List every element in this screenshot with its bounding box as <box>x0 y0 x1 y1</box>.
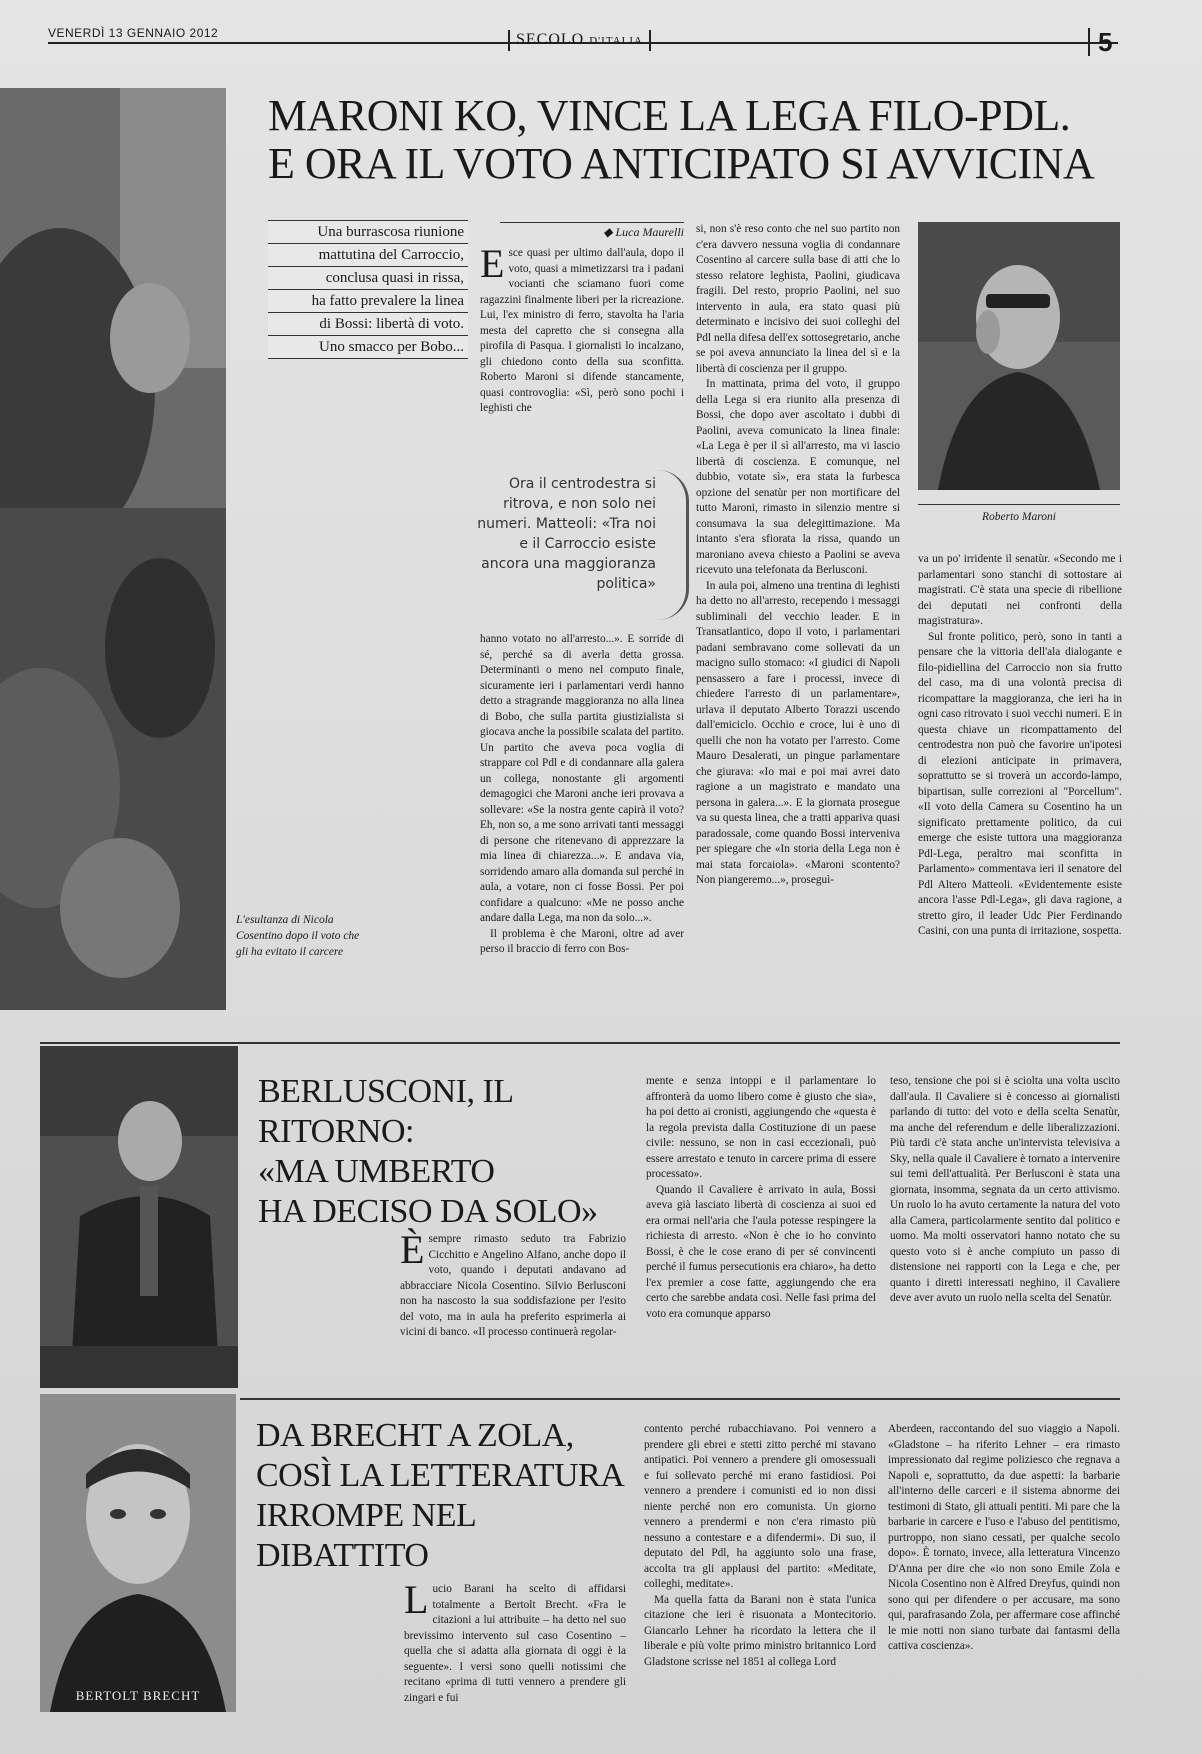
berlusconi-photo-illustration <box>40 1046 238 1388</box>
article1-col1-bottom <box>480 632 684 958</box>
pull-quote-brace <box>658 470 689 620</box>
byline <box>500 222 684 240</box>
drop-cap: L <box>404 1577 429 1622</box>
article2-col3 <box>890 1074 1120 1307</box>
article2-col2 <box>646 1074 876 1322</box>
paper-name: SECOLO <box>516 31 585 48</box>
drop-cap: È <box>400 1227 425 1272</box>
headline-line-2: E ORA IL VOTO ANTICIPATO SI AVVICINA <box>268 139 1095 188</box>
paragraph: mente e senza intoppi e il parlamentare lo affronterà da uomo libero come è giusto che sia», ha poi detto ai cronisti, aggiungendo che «questa è la regola prevista dalla Costituzione di un paese civile: nessuno, se non in casi eccezionali, può essere arrestato e tenuto in carcere prima di essere processato». <box>646 1075 876 1180</box>
article2-headline <box>258 1072 638 1232</box>
issue-date: VENERDÌ 13 GENNAIO 2012 <box>48 26 219 40</box>
headline-line-1: MARONI KO, VINCE LA LEGA FILO-PDL. <box>268 91 1071 140</box>
paragraph: hanno votato no all'arresto...». E sorride di sé, perché sa di averla detta grossa. Determinanti o meno nel computo finale, sicuramente ieri i parlamentari verdi hanno detto a stragrande maggioranza no alla linea di Bobo, che sulla partita giustizialista si giocava anche la possibile scalata del partito. Un partito che aveva poca voglia di strappare col Pdl e di condannare alla galera un collega, nonostante gli argomenti demagogici che Maroni anche ieri provava a sollevare: «Se la nostra gente capirà il voto? Eh, non so, a me sono arrivati tanti messaggi di persone che ritenevano di apprezzare la mia linea di chiarezza...». E andava via, sorridendo amaro alla domanda sul perché in aula, a votare, non ci fosse Bossi. Per poi confidare a qualcuno: «Me ne posso anche andare dalla Lega, ma non da solo...». <box>480 633 684 924</box>
paragraph <box>400 1227 626 1341</box>
paragraph <box>404 1577 626 1706</box>
paragraph: Quando il Cavaliere è arrivato in aula, Bossi aveva già lasciato libertà di coscienza ai suoi ed era ormai nell'aria che l'aula potesse respingere la richiesta di arresto. «Non è che io ho convinto Bossi, è che le cose erano di per sé convincenti perché il fumus persecutionis era chiaro», ha detto l'ex premier a cose fatte, aggiungendo che era certo che sarebbe andata così. Nelle fasi prima del voto era comunque apparso <box>646 1183 876 1320</box>
diamond-icon: ◆ <box>603 225 613 239</box>
headline-line-3: HA DECISO DA SOLO» <box>258 1193 598 1230</box>
paragraph: va un po' irridente il senatùr. «Secondo me i parlamentari sono stanchi di sottostare ai magistrati. C'è stata una specie di ribellione dei deputati nei confronti della magistratura». <box>918 553 1122 627</box>
paragraph: Ma quella fatta da Barani non è stata l'unica citazione che ieri è risuonata a Montecitorio. Giancarlo Lehner ha ricordato la lettera che il liberale e più volte primo ministro britannico Lord Gladstone scrisse nel 1851 al collega Lord <box>644 1593 876 1668</box>
summary-box <box>268 220 468 359</box>
article1-col3 <box>918 552 1122 940</box>
section-divider <box>40 1042 1120 1044</box>
article3-headline <box>256 1416 636 1576</box>
summary-line: Una burrascosa riunione <box>268 220 468 244</box>
paragraph: contento perché rubacchiavano. Poi vennero a prendere gli ebrei e stetti zitto perché mi stavano antipatici. Poi vennero a prendere gli omosessuali e fui sollevato perché mi erano fastidiosi. Poi vennero a prendere i comunisti ed io non dissi niente perché non ero comunista. Un giorno vennero a prendermi e non c'era rimasto più nessuno a contestare e a difendermi». Di suo, il deputato del Pdl, ha aggiunto solo una frase, accolta tra gli applausi del partito: «Meditate, colleghi, meditate». <box>644 1423 876 1590</box>
paragraph: si, non s'è reso conto che nel suo partito non c'era davvero nessuna voglia di condannare Cosentino al carcere sulla base di atti che lo stesso relatore leghista, Paolini, giudicava fragili. Del resto, proprio Paolini, nel suo intervento in aula, era stato quasi più determinato e incisivo dei suoi colleghi del Pdl nella difesa dell'ex sottosegretario, anche se poi aveva annunciato la linea del sì e la libertà di coscienza per il gruppo. <box>696 223 900 375</box>
photo-caption: L'esultanza di Nicola Cosentino dopo il voto che gli ha evitato il carcere <box>236 914 360 958</box>
crowd-photo-illustration <box>0 88 226 1010</box>
paragraph <box>480 241 684 417</box>
drop-cap: E <box>480 241 505 286</box>
summary-line: ha fatto prevalere la linea <box>268 290 468 313</box>
page-number: 5 <box>1088 28 1112 56</box>
headline-line-2: COSÌ LA LETTERATURA <box>256 1457 625 1494</box>
masthead <box>508 30 651 51</box>
brecht-photo <box>40 1394 236 1712</box>
cosentino-photo <box>0 88 226 1010</box>
article1-col1-top <box>480 241 684 417</box>
berlusconi-photo <box>40 1046 238 1388</box>
paragraph: In aula poi, almeno una trentina di leghisti ha detto no all'arresto, recependo i messaggi subliminali del vecchio leader. E in Transatlantico, dopo il voto, i parlamentari padani sembravano come sollevati da un macigno sullo stomaco: «I giudici di Napoli pensassero a fare i processi, invece di chiedere l'arresto di un parlamentare», urlava il deputato Alberto Torazzi uscendo dall'emiciclo. Occhio e croce, lui è uno di quelli che non ha votato per l'arresto. Come Mauro Desalerati, un pingue parlamentare che giurava: «Io mai e poi mai avrei dato ragione a un magistrato e mandato una persona in galera...». E la giornata prosegue va su questa linea, che a tratti appariva quasi paradossale, come quando Bossi interveniva per spiegare che «In storia della Lega non è mai stata forcaiola». «Maroni scontento? Non piangeremo...», proseguì- <box>696 579 900 886</box>
author-name: Luca Maurelli <box>615 225 684 239</box>
portrait-caption: Roberto Maroni <box>918 504 1120 525</box>
paragraph-text: sce quasi per ultimo dall'aula, dopo il voto, quasi a mimetizzarsi tra i padani vocianti che sciamano fuori come ragazzini finalmente liberi per la ricreazione. Lui, l'ex ministro di ferro, stavolta ha l'aria mesta del capretto che si consegna alla pirofila di Pasqua. I giornalisti lo incalzano, gli chiedono conto della sua sconfitta. Roberto Maroni si difende stancamente, quasi controvoglia: «Sì, però sono pochi i leghisti che <box>480 247 684 414</box>
paragraph-text: sempre rimasto seduto tra Fabrizio Cicchitto e Angelino Alfano, anche dopo il voto, quando i deputati andavano ad abbracciare Nicola Cosentino. Silvio Berlusconi non ha nascosto la sua soddisfazione per l'esito del voto, ma in aula ha preferito esprimerla ai vicini di banco. «Il processo continuerà regolar- <box>400 1233 626 1338</box>
headline-line-2: «MA UMBERTO <box>258 1153 495 1190</box>
pull-quote: Ora il centrodestra si ritrova, e non solo nei numeri. Matteoli: «Tra noi e il Carroccio esiste ancora una maggioranza politica» <box>477 476 656 592</box>
maroni-portrait <box>918 222 1120 490</box>
summary-line: di Bossi: libertà di voto. <box>268 313 468 336</box>
section-divider <box>240 1398 1120 1400</box>
summary-line: Uno smacco per Bobo... <box>268 336 468 359</box>
paragraph-text: ucio Barani ha scelto di affidarsi totalmente a Bertolt Brecht. «Fra le citazioni a lui attribuite – ha detto nel suo brevissimo intervento sul caso Cosentino – quella che si adatta alla giornata di oggi è la seguente». I versi sono quelli notissimi che recitano «prima di tutti vennero a prendere gli zingari e fui <box>404 1583 626 1704</box>
summary-line: conclusa quasi in rissa, <box>268 267 468 290</box>
maroni-portrait-illustration <box>918 222 1120 490</box>
summary-line: mattutina del Carroccio, <box>268 244 468 267</box>
article3-col2 <box>644 1422 876 1670</box>
brecht-photo-illustration <box>40 1394 236 1712</box>
paper-suffix: D'ITALIA <box>589 35 643 47</box>
headline-line-1: BERLUSCONI, IL RITORNO: <box>258 1073 513 1150</box>
main-headline <box>268 92 1148 188</box>
paragraph: Sul fronte politico, però, sono in tanti a pensare che la vittoria dell'ala dialogante e filo-pidiellina del Carroccio non sia frutto del caso, ma di una volontà precisa di ricompattare la maggioranza, che ieri ha in ogni caso ritrovato i suoi vecchi numeri. E in questa chiave un ricompattamento del centrodestra non può che favorire un'ipotesi di elezioni anticipate in primavera, soprattutto se si troverà un accordo-lampo, bipartisan, sulle correzioni al "Porcellum". «Il voto della Camera su Cosentino ha un significato prettamente politico, da cui emerge che esiste tuttora una maggioranza Pdl-Lega, peraltro mai sconfitta in Parlamento» commentava ieri il senatore del Pdl Altero Matteoli. «Evidentemente esiste ancora l'asse Pdl-Lega», gli dava ragione, a stretto giro, il leader Udc Pier Ferdinando Casini, con una punta di irritazione, sospetta. <box>918 630 1122 937</box>
paragraph: In mattinata, prima del voto, il gruppo della Lega si era riunito alla presenza di Bossi, che dopo aver ascoltato i dubbi di Paolini, aveva comunicato la linea finale: «La Lega è per il sì all'arresto, ma vi lascio libertà di coscienza. E comunque, nel dubbio, votate sì», era stata la furbesca opzione del senatùr per non mortificare del tutto Maroni, rimasto in silenzio mentre si consumava la sua delegittimazione. Ma intanto s'era sfiorata la rissa, quando un maroniano aveva chiesto a Paolini se aveva ricevuto una telefonata da Berlusconi. <box>696 378 900 576</box>
paragraph: Aberdeen, raccontando del suo viaggio a Napoli. «Gladstone – ha riferito Lehner – era rimasto impressionato dal regime poliziesco che regnava a Napoli e, soprattutto, da due aspetti: la barbarie all'interno delle carceri e il sistema abnorme dei testimoni di Stato, gli attuali pentiti. Mi pare che la barbarie in carcere e l'uso e l'abuso del pentitismo, purtroppo, non siano cessati, per qualche secolo dopo». È tornato, invece, alla letteratura Vincenzo D'Anna per dire che «io non sono Emile Zola e Nicola Cosentino non è Alfred Dreyfus, quindi non sono qui per difendere o per accusare, ma sono qui, parafrasando Zola, per affermare cose affinché le mie notti non siano turbate dai fantasmi della cattiva coscienza». <box>888 1423 1120 1652</box>
headline-line-3: IRROMPE NEL DIBATTITO <box>256 1497 475 1574</box>
article3-col1 <box>404 1577 626 1706</box>
headline-line-1: DA BRECHT A ZOLA, <box>256 1417 574 1454</box>
brecht-photo-label: BERTOLT BRECHT <box>75 1688 201 1703</box>
paragraph: teso, tensione che poi si è sciolta una volta uscito dall'aula. Il Cavaliere si è concesso ai giornalisti parlando di tutto: del voto e della scelta Senatùr, ma anche del referendum e delle liberalizzazioni. Più tardi c'è stata anche un'intervista televisiva a Sky, nella quale il Cavaliere è tornato a intervenire sui temi dell'attualità. Per Berlusconi è stata una giornata, insomma, segnata da un certo attivismo. Un ruolo lo ha avuto certamente la natura del voto alla Camera, particolarmente sentito dal politico e uomo. Ma molti osservatori hanno notato che su questo voto si è anche compiuto un passo di distensione nei rapporti con la Lega e che, per quanto i diretti interessati neghino, il Cavaliere deve aver avuto un ruolo nella scelta del Senatùr. <box>890 1075 1120 1304</box>
article1-col2 <box>696 222 900 889</box>
article2-col1 <box>400 1227 626 1341</box>
article3-col3 <box>888 1422 1120 1655</box>
paragraph: Il problema è che Maroni, oltre ad aver perso il braccio di ferro con Bos- <box>480 927 684 955</box>
